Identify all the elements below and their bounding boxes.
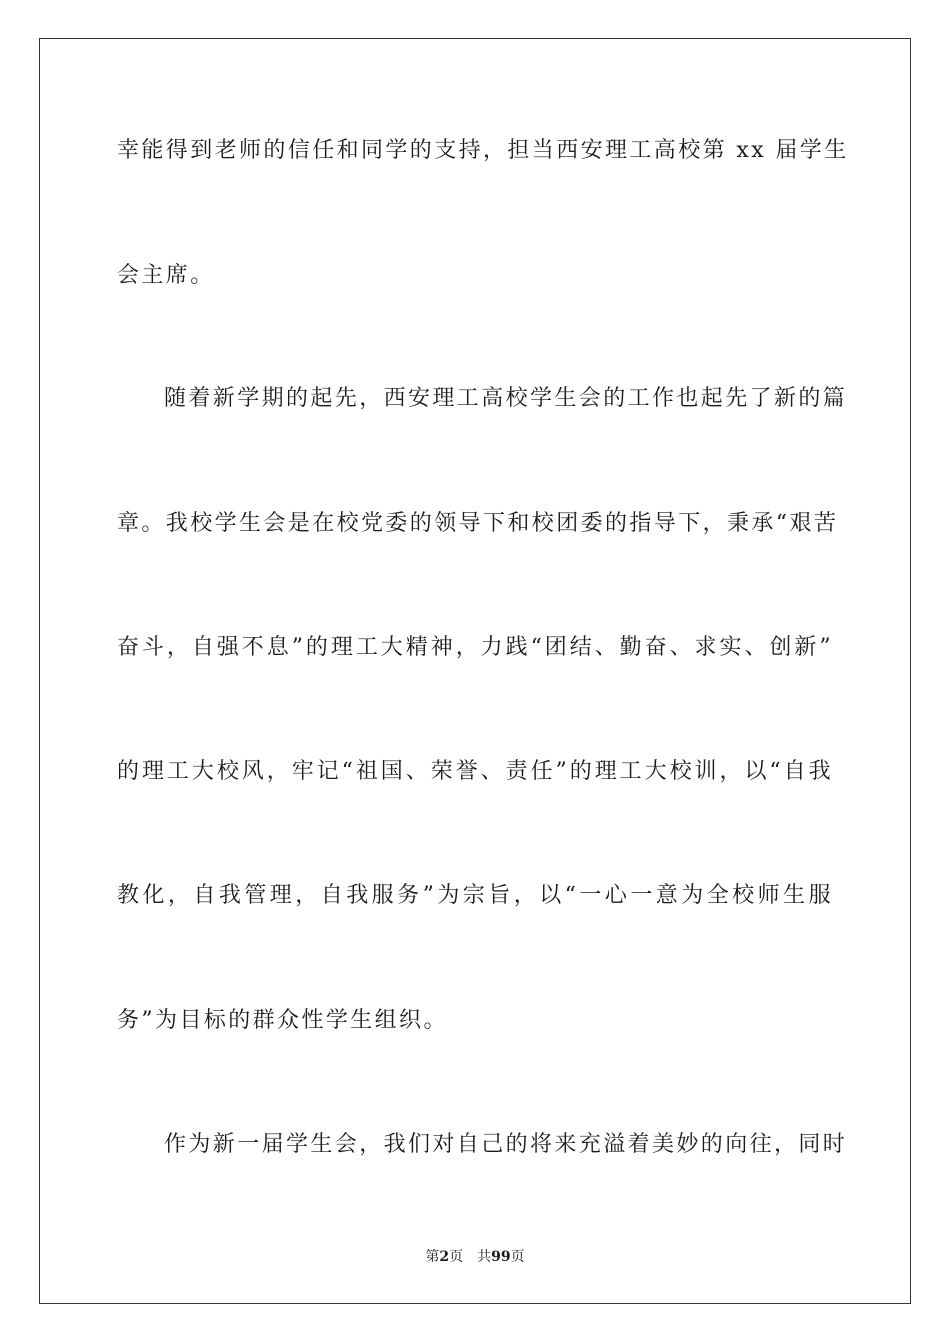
footer-total-pages: 99 [491,1249,511,1265]
text-line-6: 的理工大校风，牢记“祖国、荣誉、责任”的理工大校训，以“自我 [117,759,833,784]
text-line-3: 随着新学期的起先，西安理工高校学生会的工作也起先了新的篇 [164,386,848,411]
footer-page-suffix: 页 [449,1249,464,1265]
page-footer [0,1248,950,1266]
text-line-2: 会主席。 [117,263,215,288]
footer-total-prefix: 共 [477,1249,492,1265]
text-line-5: 奋斗，自强不息”的理工大精神，力践“团结、勤奋、求实、创新” [117,635,833,660]
text-line-7: 教化，自我管理，自我服务”为宗旨，以“一心一意为全校师生服 [117,883,833,908]
page-border [39,38,911,1304]
footer-total-suffix: 页 [510,1249,525,1265]
text-line-9: 作为新一届学生会，我们对自己的将来充溢着美妙的向往，同时 [164,1132,848,1157]
text-line-1: 幸能得到老师的信任和同学的支持，担当西安理工高校第 xx 届学生 [117,138,849,163]
footer-page-number: 2 [439,1249,450,1265]
footer-page-prefix: 第 [425,1249,440,1265]
text-line-8: 务”为目标的群众性学生组织。 [117,1008,448,1033]
text-line-4: 章。我校学生会是在校党委的领导下和校团委的指导下，秉承“艰苦 [117,511,839,536]
